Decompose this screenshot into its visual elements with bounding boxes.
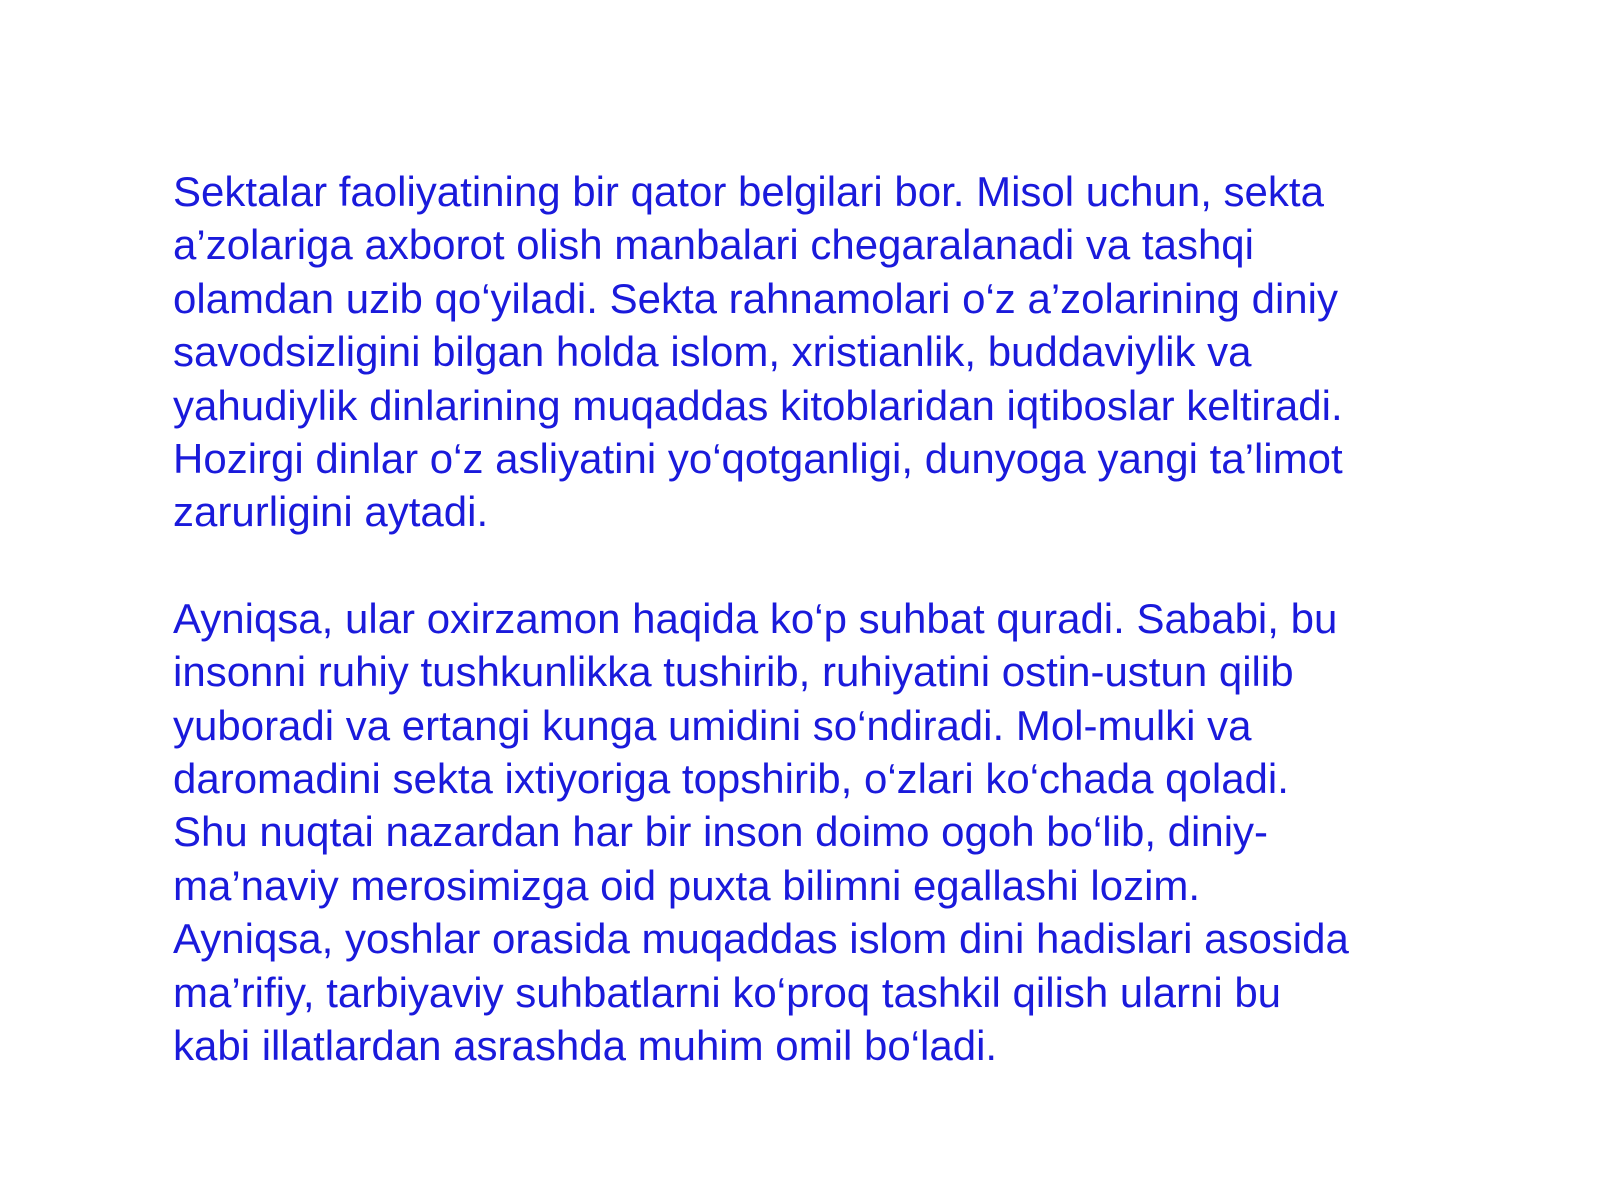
paragraph-line: Shu nuqtai nazardan har bir inson doimo ogoh bo‘lib, diniy- bbox=[173, 808, 1269, 856]
paragraph-1 bbox=[173, 165, 1473, 539]
paragraph-line: savodsizligini bilgan holda islom, xristianlik, buddaviylik va bbox=[173, 328, 1252, 376]
paragraph-line: Ayniqsa, ular oxirzamon haqida ko‘p suhbat quradi. Sababi, bu bbox=[173, 594, 1338, 642]
paragraph-line: daromadini sekta ixtiyoriga topshirib, o‘zlari ko‘chada qoladi. bbox=[173, 755, 1289, 803]
paragraph-line: ma’naviy merosimizga oid puxta bilimni egallashi lozim. bbox=[173, 861, 1201, 909]
paragraph-line: yahudiylik dinlarining muqaddas kitoblaridan iqtiboslar keltiradi. bbox=[173, 381, 1343, 429]
paragraph-line: a’zolariga axborot olish manbalari chegaralanadi va tashqi bbox=[173, 221, 1254, 269]
paragraph-line: Ayniqsa, yoshlar orasida muqaddas islom dini hadislari asosida bbox=[173, 915, 1349, 963]
paragraph-line: Hozirgi dinlar o‘z asliyatini yo‘qotganligi, dunyoga yangi ta’limot bbox=[173, 435, 1343, 483]
text-body bbox=[173, 165, 1473, 1073]
paragraph-line: zarurligini aytadi. bbox=[173, 488, 489, 536]
paragraph-line: insonni ruhiy tushkunlikka tushirib, ruhiyatini ostin-ustun qilib bbox=[173, 648, 1294, 696]
paragraph-line: yuboradi va ertangi kunga umidini so‘ndiradi. Mol-mulki va bbox=[173, 701, 1252, 749]
paragraph-line: kabi illatlardan asrashda muhim omil bo‘ladi. bbox=[173, 1022, 998, 1070]
paragraph-line: olamdan uzib qo‘yiladi. Sekta rahnamolari o‘z a’zolarining diniy bbox=[173, 274, 1338, 322]
paragraph-line: ma’rifiy, tarbiyaviy suhbatlarni ko‘proq tashkil qilish ularni bu bbox=[173, 968, 1282, 1016]
paragraph-2 bbox=[173, 592, 1473, 1073]
paragraph-line: Sektalar faoliyatining bir qator belgilari bor. Misol uchun, sekta bbox=[173, 168, 1324, 215]
